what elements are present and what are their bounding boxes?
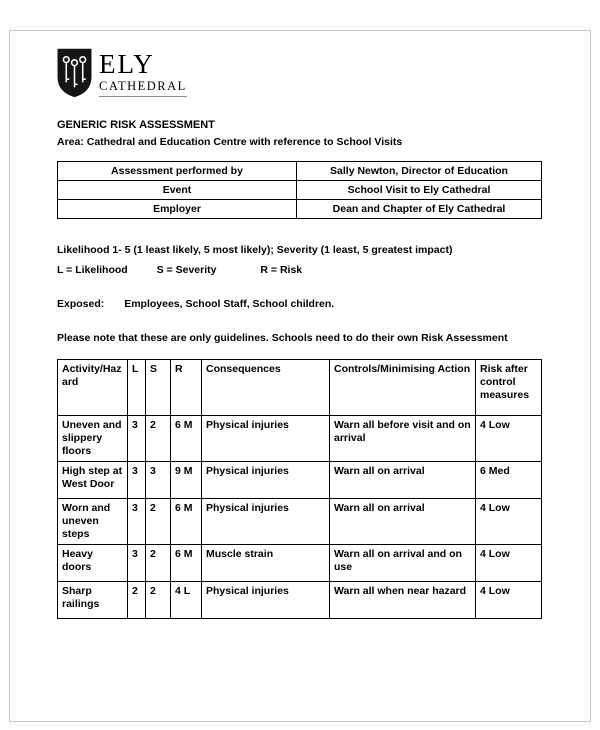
cell-risk-after: 4 Low	[476, 582, 542, 619]
guideline-note: Please note that these are only guidelines. Schools need to do their own Risk Assessment	[57, 332, 508, 344]
document-title: GENERIC RISK ASSESSMENT	[57, 119, 215, 131]
info-label: Assessment performed by	[58, 162, 297, 181]
info-row-assessment	[58, 162, 542, 181]
exposed-value: Employees, School Staff, School children.	[124, 298, 335, 310]
cell-risk-after: 6 Med	[476, 462, 542, 499]
legend-risk: R = Risk	[260, 264, 303, 276]
cell-l: 3	[128, 499, 146, 545]
logo-subtitle: CATHEDRAL	[99, 79, 187, 97]
cell-s: 2	[146, 545, 171, 582]
cell-consequences: Physical injuries	[202, 499, 330, 545]
cell-activity: Worn and uneven steps	[58, 499, 128, 545]
cell-l: 3	[128, 462, 146, 499]
cell-l: 3	[128, 545, 146, 582]
cell-activity: High step at West Door	[58, 462, 128, 499]
cell-r: 6 M	[171, 416, 202, 462]
info-row-event	[58, 181, 542, 200]
cell-s: 2	[146, 499, 171, 545]
risk-row	[58, 545, 542, 582]
cell-s: 2	[146, 416, 171, 462]
col-header-consequences: Consequences	[202, 360, 330, 416]
risk-row	[58, 499, 542, 545]
cell-r: 9 M	[171, 462, 202, 499]
cell-activity: Uneven and slippery floors	[58, 416, 128, 462]
cell-s: 2	[146, 582, 171, 619]
risk-row	[58, 462, 542, 499]
logo-text	[99, 48, 187, 97]
document-area-line: Area: Cathedral and Education Centre with reference to School Visits	[57, 136, 403, 148]
likelihood-note: Likelihood 1- 5 (1 least likely, 5 most likely); Severity (1 least, 5 greatest impact)	[57, 244, 453, 256]
cell-consequences: Physical injuries	[202, 582, 330, 619]
cell-r: 6 M	[171, 545, 202, 582]
risk-assessment-table	[57, 359, 542, 619]
risk-row	[58, 582, 542, 619]
logo-shield-icon	[57, 48, 92, 98]
cell-consequences: Physical injuries	[202, 462, 330, 499]
risk-row	[58, 416, 542, 462]
cell-risk-after: 4 Low	[476, 499, 542, 545]
cell-risk-after: 4 Low	[476, 416, 542, 462]
cell-controls: Warn all on arrival	[330, 462, 476, 499]
col-header-risk-after: Risk after control measures	[476, 360, 542, 416]
exposed-line	[57, 298, 542, 310]
document-page	[9, 30, 591, 722]
cell-l: 3	[128, 416, 146, 462]
cell-consequences: Muscle strain	[202, 545, 330, 582]
info-row-employer	[58, 200, 542, 219]
col-header-l: L	[128, 360, 146, 416]
cell-activity: Sharp railings	[58, 582, 128, 619]
legend-likelihood: L = Likelihood	[57, 264, 128, 276]
cell-activity: Heavy doors	[58, 545, 128, 582]
cell-controls: Warn all before visit and on arrival	[330, 416, 476, 462]
cell-r: 4 L	[171, 582, 202, 619]
cell-controls: Warn all on arrival	[330, 499, 476, 545]
info-table	[57, 161, 542, 219]
col-header-r: R	[171, 360, 202, 416]
cell-risk-after: 4 Low	[476, 545, 542, 582]
ely-cathedral-logo	[57, 48, 542, 98]
col-header-s: S	[146, 360, 171, 416]
exposed-label: Exposed:	[57, 298, 105, 310]
risk-table-header-row	[58, 360, 542, 416]
info-value: Dean and Chapter of Ely Cathedral	[297, 200, 542, 219]
cell-r: 6 M	[171, 499, 202, 545]
col-header-controls: Controls/Minimising Action	[330, 360, 476, 416]
cell-consequences: Physical injuries	[202, 416, 330, 462]
legend-line	[57, 264, 542, 276]
col-header-activity: Activity/Hazard	[58, 360, 128, 416]
info-value: School Visit to Ely Cathedral	[297, 181, 542, 200]
cell-controls: Warn all when near hazard	[330, 582, 476, 619]
info-label: Employer	[58, 200, 297, 219]
logo-title: ELY	[99, 49, 155, 79]
cell-s: 3	[146, 462, 171, 499]
info-label: Event	[58, 181, 297, 200]
cell-l: 2	[128, 582, 146, 619]
cell-controls: Warn all on arrival and on use	[330, 545, 476, 582]
legend-severity: S = Severity	[156, 264, 217, 276]
info-value: Sally Newton, Director of Education	[297, 162, 542, 181]
